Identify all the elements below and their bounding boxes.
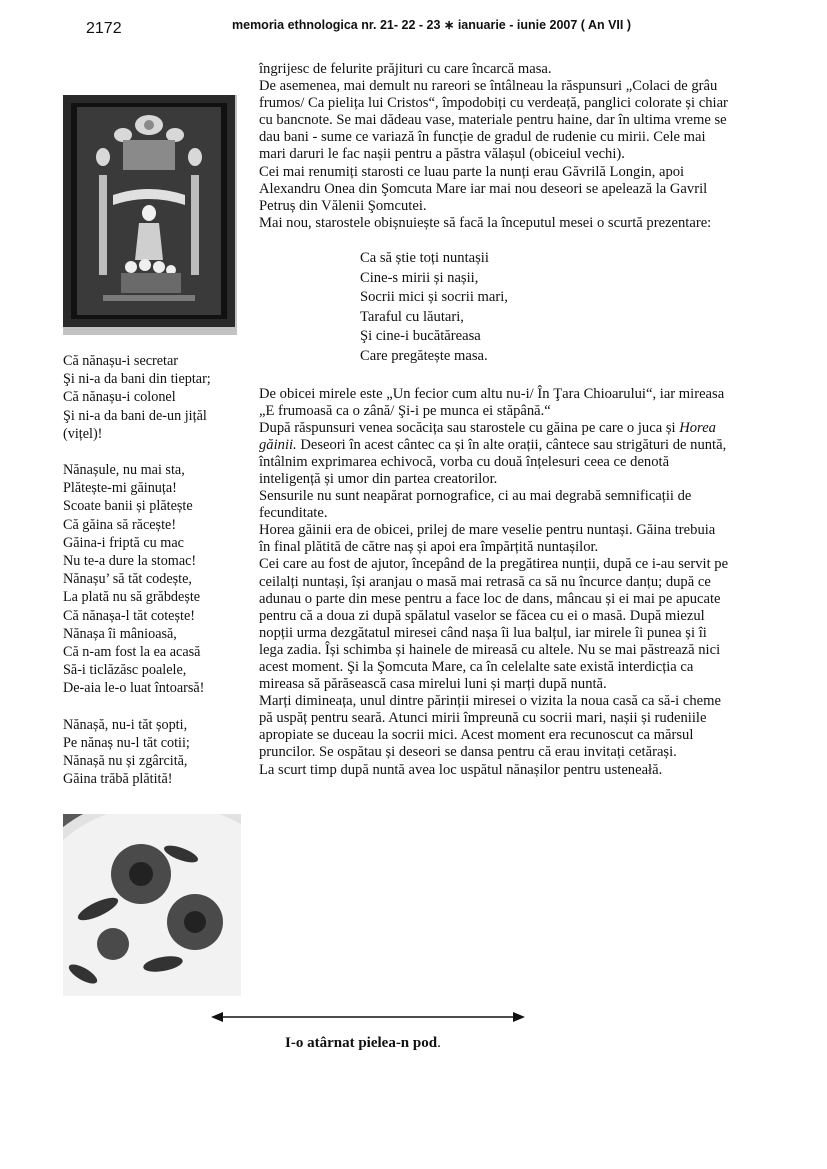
song-title: Horea găinii. (259, 419, 716, 453)
double-arrow-icon (211, 1010, 525, 1024)
icon-on-glass-photo (63, 95, 237, 335)
paragraph: Cei care au fost de ajutor, începând de la pregătirea nunții, după ce i-au servit pe ceilalți nuntași, își aranjau o masă mai retrasă ca să nu încurce danțu; după ce adunau o parte din mese pentru a face loc de dans, mâncau și ei mai pe apucate pentru că a doua zi după spălatul vaselor se făcea cu ei o masă. După miezul nopții urma dezgătatul miresei când nașa îi lua balțul, iar mirele îi punea și îi lega zadia. Își schimba și hainele de mireasă cu altele. Nu se mai păstrează nici acest moment. Şi la Şomcuta Mare, ca în celelalte sate există interdicția ca mireasa să părăsească casa mirelui luni și marți după nuntă. (259, 556, 729, 693)
verse-line: Şi cine-i bucătăreasa (360, 328, 481, 345)
paragraph-text: După răspunsuri venea socăcița sau starostele cu găina pe care o juca și (259, 419, 680, 436)
poem-line: Să-i ticlăzăsc poalele, (63, 662, 187, 679)
paragraph: Horea găinii era de obicei, prilej de mare veselie pentru nuntași. Găina trebuia în final plătită de către naș și apoi era împărțită nuntașilor. (259, 522, 716, 556)
poem-line: Nu te-a dure la stomac! (63, 553, 197, 570)
paragraph-text: Deseori în acest cântec ca și în alte orații, cântece sau strigături de nuntă, întâlnim exprimarea echivocă, vorba cu două înțelesuri ceea ce denotă inteligență și umor din partea creatorilor. (259, 436, 727, 487)
running-head: memoria ethnologica nr. 21- 22 - 23 ∗ ianuarie - iunie 2007 ( An VII ) (232, 18, 632, 32)
caption-text: I-o atârnat pielea-n pod (285, 1035, 438, 1051)
paragraph: Marți dimineața, unul dintre părinții miresei o vizita la noua casă ca să-i cheme pă uspăț pentru seară. Atunci mirii împreună cu socrii mari, nașii și rudeniile apropiate se duceau la socrii mici. Acest moment era recunoscut ca mărsul pruncilor. Se ospătau și deseori se dansa pentru că erau invitați cetărași. (259, 693, 721, 761)
paragraph: Cei mai renumiți starosti ce luau parte la nunți erau Găvrilă Longin, apoi Alexandru Onea din Şomcuta Mare iar mai nou deseori se apelează la Gavril Petruș din Vălenii Şomcutei. (259, 163, 708, 214)
poem-line: Nănașa îi mânioasă, (63, 625, 177, 642)
caption (285, 1035, 441, 1052)
poem-line: Că nănașu-i secretar (63, 353, 179, 369)
poem-line: Că nănașa-l tăt cotește! (63, 607, 195, 624)
verse-line: Taraful cu lăutari, (360, 308, 464, 325)
poem-line: (vițel)! (63, 425, 103, 442)
paragraph (259, 420, 729, 488)
poem-line: Că găina să răcește! (63, 516, 177, 533)
poem-line: Scoate banii și plătește (63, 498, 193, 515)
poem-line: Şi ni-a da bani de-un jițăl (63, 407, 207, 424)
side-poem (63, 352, 243, 806)
poem-line: Găina-i friptă cu mac (63, 534, 184, 551)
poem-line: Nănașule, nu mai sta, (63, 462, 185, 479)
painted-plate-photo (63, 814, 241, 996)
paragraph: îngrijesc de felurite prăjituri cu care încarcă masa. (259, 61, 552, 77)
verse-line: Care pregătește masa. (360, 347, 488, 364)
stanza (63, 352, 243, 443)
caption-period: . (437, 1035, 441, 1051)
poem-line: Plătește-mi găinuța! (63, 480, 177, 497)
main-text-column (259, 61, 729, 779)
stanza (63, 461, 243, 698)
poem-line: Nănașu’ să tăt codește, (63, 571, 192, 588)
poem-line: Că nănașu-i colonel (63, 389, 176, 406)
verse-line: Socrii mici și socrii mari, (360, 289, 508, 306)
paragraph: De asemenea, mai demult nu rareori se întâlneau la răspunsuri „Colaci de grâu frumos/ Ca pielița lui Cristos“, împodobiți cu verdeață, panglici colorate și chiar cu bancnote. Se mai dădeau vase, materiale pentru haine, dar în ultima vreme se dau bani - sume ce variază în funcție de gradul de rudenie cu mirii. Cele mai mari daruri le fac nașii pentru a păstra vălașul (obiceiul vechi). (259, 78, 728, 163)
verse-block (360, 249, 729, 367)
poem-line: Nănașă nu și zgârcită, (63, 753, 188, 770)
page-number: 2172 (86, 20, 122, 37)
poem-line: De-aia le-o luat întoarsă! (63, 680, 205, 697)
paragraph: La scurt timp după nuntă avea loc uspătul nănașilor pentru usteneałă. (259, 761, 663, 778)
paragraph: Sensurile nu sunt neapărat pornografice, ci au mai degrabă semnificații de fecunditate. (259, 488, 692, 522)
poem-line: Pe nănaș nu-l tăt cotii; (63, 734, 190, 751)
paragraph: De obicei mirele este „Un fecior cum altu nu-i/ În Ţara Chioarului“, iar mireasa „E frumoasă ca o zână/ Şi-i pe munca ei stăpână.“ (259, 385, 725, 419)
poem-line: Că n-am fost la ea acasă (63, 644, 201, 661)
poem-line: Găina trăbă plătită! (63, 771, 173, 788)
paragraph: Mai nou, starostele obișnuiește să facă la începutul mesei o scurtă prezentare: (259, 214, 712, 231)
poem-line: Şi ni-a da bani din tieptar; (63, 371, 211, 388)
poem-line: La plată nu să grăbdește (63, 589, 201, 606)
verse-line: Cine-s mirii și nașii, (360, 269, 479, 286)
poem-line: Nănașă, nu-i tăt șopti, (63, 716, 188, 733)
stanza (63, 716, 243, 789)
verse-line: Ca să știe toți nuntașii (360, 249, 489, 266)
